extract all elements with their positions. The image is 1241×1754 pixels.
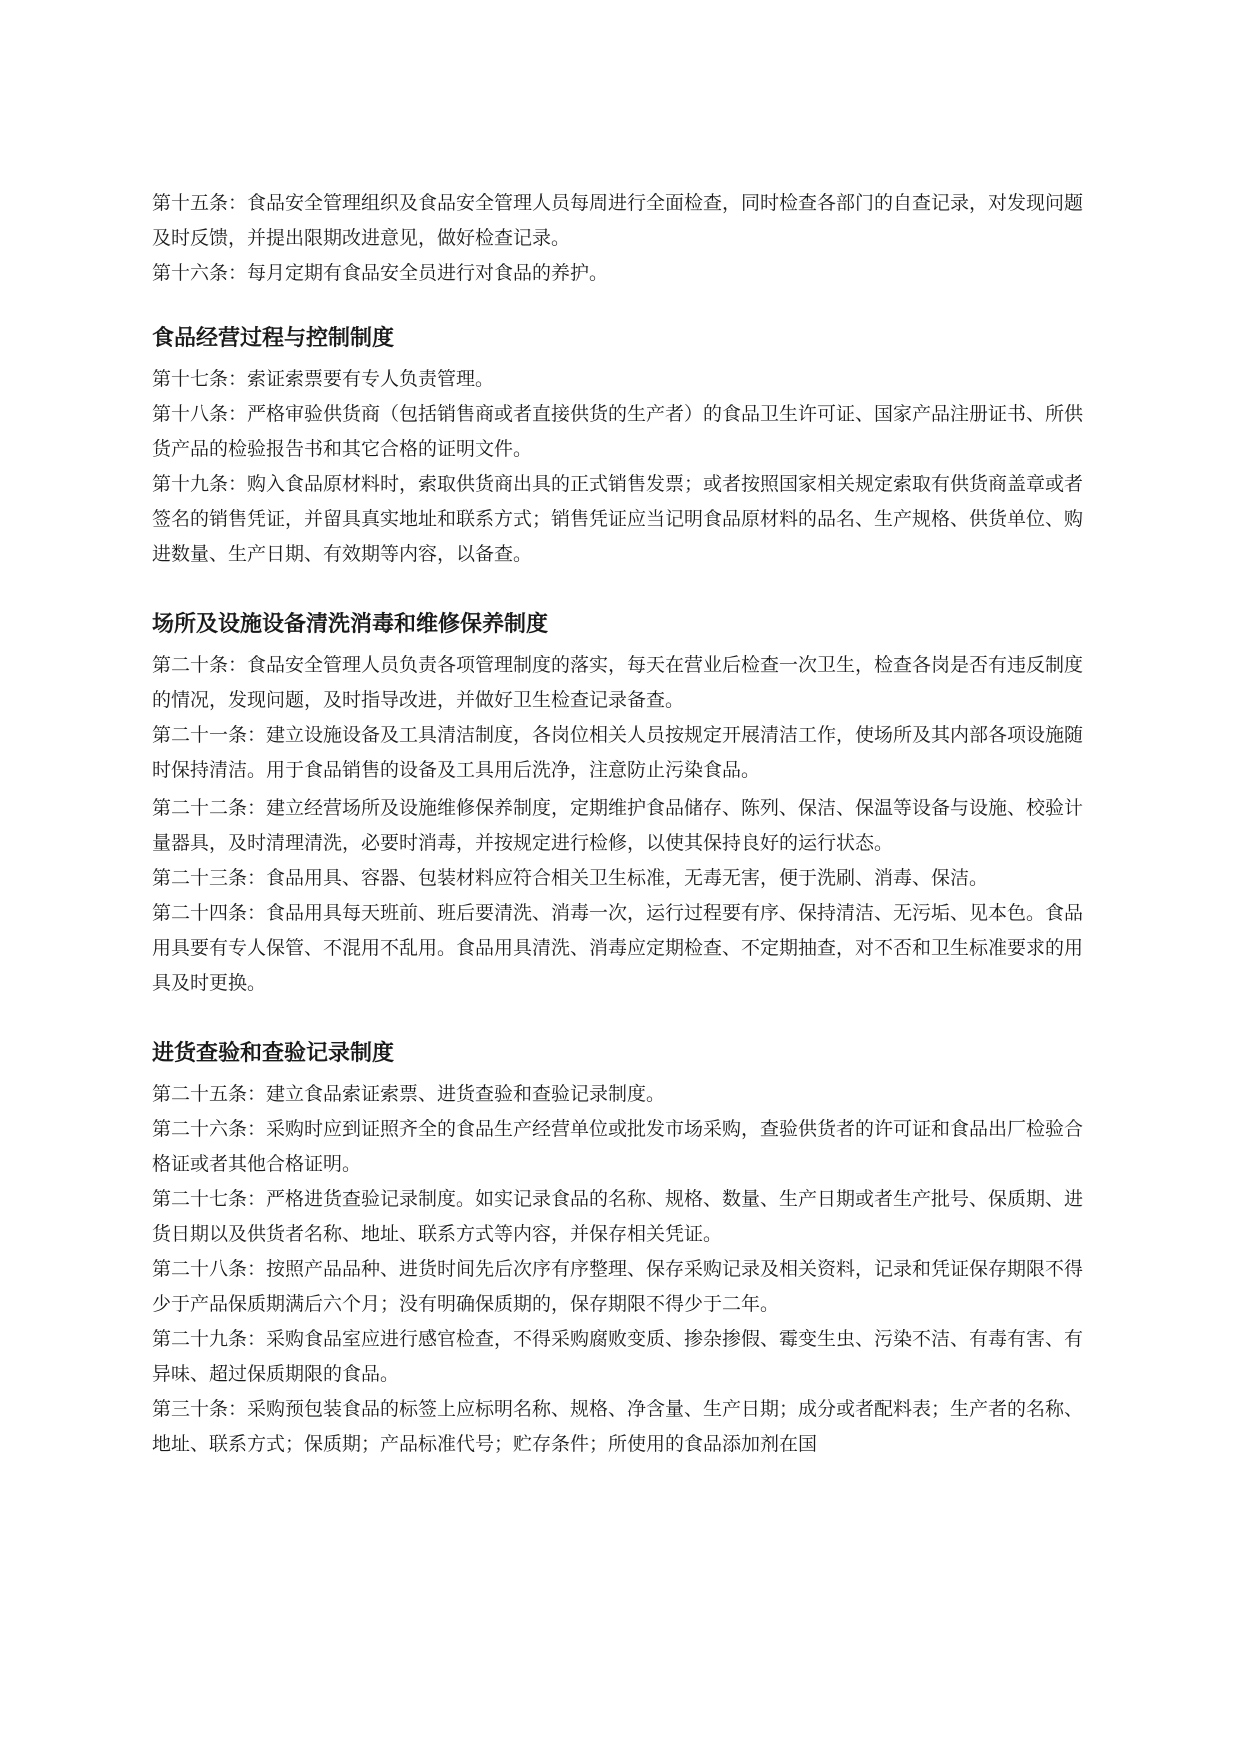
section-heading-operation-control: 食品经营过程与控制制度 xyxy=(152,326,395,351)
article-15: 第十五条：食品安全管理组织及食品安全管理人员每周进行全面检查，同时检查各部门的自查记录，对发现问题及时反馈，并提出限期改进意见，做好检查记录。 xyxy=(152,192,1084,249)
article-20: 第二十条：食品安全管理人员负责各项管理制度的落实，每天在营业后检查一次卫生，检查各岗是否有违反制度的情况，发现问题，及时指导改进，并做好卫生检查记录备查。 xyxy=(152,654,1084,711)
article-29: 第二十九条：采购食品室应进行感官检查，不得采购腐败变质、掺杂掺假、霉变生虫、污染不洁、有毒有害、有异味、超过保质期限的食品。 xyxy=(152,1328,1084,1385)
article-16: 第十六条：每月定期有食品安全员进行对食品的养护。 xyxy=(152,262,609,284)
article-26: 第二十六条：采购时应到证照齐全的食品生产经营单位或批发市场采购，查验供货者的许可证和食品出厂检验合格证或者其他合格证明。 xyxy=(152,1118,1084,1175)
section-heading-purchase-inspection: 进货查验和查验记录制度 xyxy=(152,1041,395,1066)
section-heading-cleaning-maintenance: 场所及设施设备清洗消毒和维修保养制度 xyxy=(152,612,549,637)
article-17: 第十七条：索证索票要有专人负责管理。 xyxy=(152,368,495,390)
article-18: 第十八条：严格审验供货商（包括销售商或者直接供货的生产者）的食品卫生许可证、国家产品注册证书、所供货产品的检验报告书和其它合格的证明文件。 xyxy=(152,403,1084,460)
article-24: 第二十四条：食品用具每天班前、班后要清洗、消毒一次，运行过程要有序、保持清洁、无污垢、见本色。食品用具要有专人保管、不混用不乱用。食品用具清洗、消毒应定期检查、不定期抽查，对不否和卫生标准要求的用具及时更换。 xyxy=(152,902,1084,994)
page-content xyxy=(152,186,1097,1462)
article-27: 第二十七条：严格进货查验记录制度。如实记录食品的名称、规格、数量、生产日期或者生产批号、保质期、进货日期以及供货者名称、地址、联系方式等内容，并保存相关凭证。 xyxy=(152,1188,1084,1245)
article-19: 第十九条：购入食品原材料时，索取供货商出具的正式销售发票；或者按照国家相关规定索取有供货商盖章或者签名的销售凭证，并留具真实地址和联系方式；销售凭证应当记明食品原材料的品名、生产规格、供货单位、购进数量、生产日期、有效期等内容，以备查。 xyxy=(152,473,1084,565)
article-23: 第二十三条：食品用具、容器、包装材料应符合相关卫生标准，无毒无害，便于洗刷、消毒、保洁。 xyxy=(152,867,989,889)
article-30: 第三十条：采购预包装食品的标签上应标明名称、规格、净含量、生产日期；成分或者配料表；生产者的名称、地址、联系方式；保质期；产品标准代号；贮存条件；所使用的食品添加剂在国 xyxy=(152,1398,1084,1455)
article-21: 第二十一条：建立设施设备及工具清洁制度，各岗位相关人员按规定开展清洁工作，使场所及其内部各项设施随时保持清洁。用于食品销售的设备及工具用后洗净，注意防止污染食品。 xyxy=(152,724,1084,781)
article-22: 第二十二条：建立经营场所及设施维修保养制度，定期维护食品储存、陈列、保洁、保温等设备与设施、校验计量器具，及时清理清洗，必要时消毒，并按规定进行检修，以使其保持良好的运行状态。 xyxy=(152,797,1084,854)
article-28: 第二十八条：按照产品品种、进货时间先后次序有序整理、保存采购记录及相关资料，记录和凭证保存期限不得少于产品保质期满后六个月；没有明确保质期的，保存期限不得少于二年。 xyxy=(152,1258,1084,1315)
article-25: 第二十五条：建立食品索证索票、进货查验和查验记录制度。 xyxy=(152,1083,666,1105)
